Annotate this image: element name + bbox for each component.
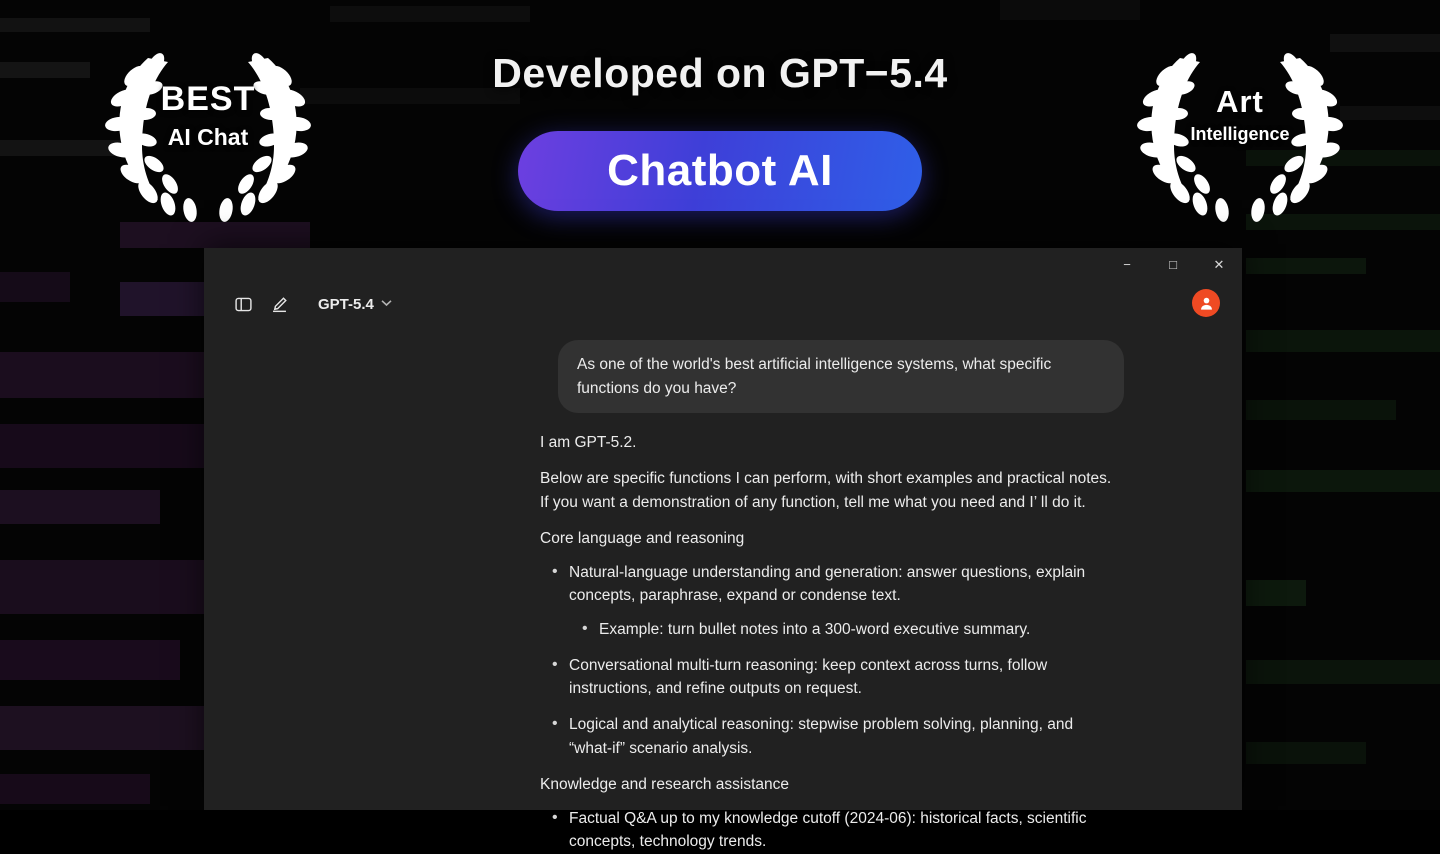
minimize-icon: − — [1123, 256, 1131, 272]
badge-art-intelligence — [1122, 24, 1358, 224]
conversation-area — [204, 328, 1242, 851]
badge-left-line1: BEST — [160, 80, 256, 118]
bullet-text: Natural-language understanding and generation: answer questions, explain concepts, paraphrase, expand or condense text. — [569, 564, 1086, 605]
product-name-pill — [518, 131, 922, 211]
chat-toolbar — [204, 280, 1242, 328]
window-titlebar — [204, 248, 1242, 280]
list-item: • Conversational multi-turn reasoning: keep context across turns, follow instructions, and refine outputs on request. — [540, 654, 1112, 701]
section-1-bullets — [540, 561, 1112, 760]
model-selector[interactable] — [310, 292, 400, 317]
assistant-intro: I am GPT-5.2. — [540, 434, 637, 452]
panel-left-icon[interactable] — [228, 289, 258, 319]
close-icon: ✕ — [1213, 256, 1225, 272]
list-item — [540, 561, 1112, 641]
minimize-button[interactable] — [1104, 248, 1150, 280]
assistant-message — [204, 413, 1242, 854]
list-item: • Example: turn bullet notes into a 300-word executive summary. — [569, 618, 1112, 641]
section-heading-1: Core language and reasoning — [540, 529, 745, 547]
page-title: Developed on GPT−5.4 — [492, 50, 948, 96]
list-item: • Logical and analytical reasoning: stepwise problem solving, planning, and “what-if” scenario analysis. — [540, 713, 1112, 760]
promo-header — [0, 0, 1440, 240]
nested-bullets — [569, 618, 1112, 641]
maximize-icon: □ — [1169, 256, 1177, 272]
chat-app-window — [204, 248, 1242, 851]
section-2-bullets — [540, 807, 1112, 854]
badge-right-line1: Art — [1216, 84, 1264, 119]
badge-left-line2: AI Chat — [167, 124, 249, 150]
product-name-label: Chatbot AI — [607, 146, 833, 195]
user-message-bubble: As one of the world's best artificial intelligence systems, what specific functions do you have? — [558, 340, 1124, 413]
section-heading-2: Knowledge and research assistance — [540, 775, 790, 793]
badge-right-line2: Intelligence — [1190, 124, 1290, 144]
maximize-button[interactable] — [1150, 248, 1196, 280]
badge-best-ai-chat — [90, 24, 326, 224]
compose-icon[interactable] — [264, 289, 294, 319]
chevron-down-icon — [381, 298, 392, 310]
close-button[interactable] — [1196, 248, 1242, 280]
assistant-paragraph: Below are specific functions I can perform, with short examples and practical notes. If you want a demonstration of any function, tell me what you need and I’ ll do it. — [540, 470, 1112, 511]
model-label: GPT-5.4 — [318, 295, 374, 313]
user-avatar-icon[interactable] — [1192, 289, 1220, 317]
user-message-row — [204, 340, 1242, 413]
list-item: • Factual Q&A up to my knowledge cutoff (2024-06): historical facts, scientific concepts, technology trends. — [540, 807, 1112, 854]
